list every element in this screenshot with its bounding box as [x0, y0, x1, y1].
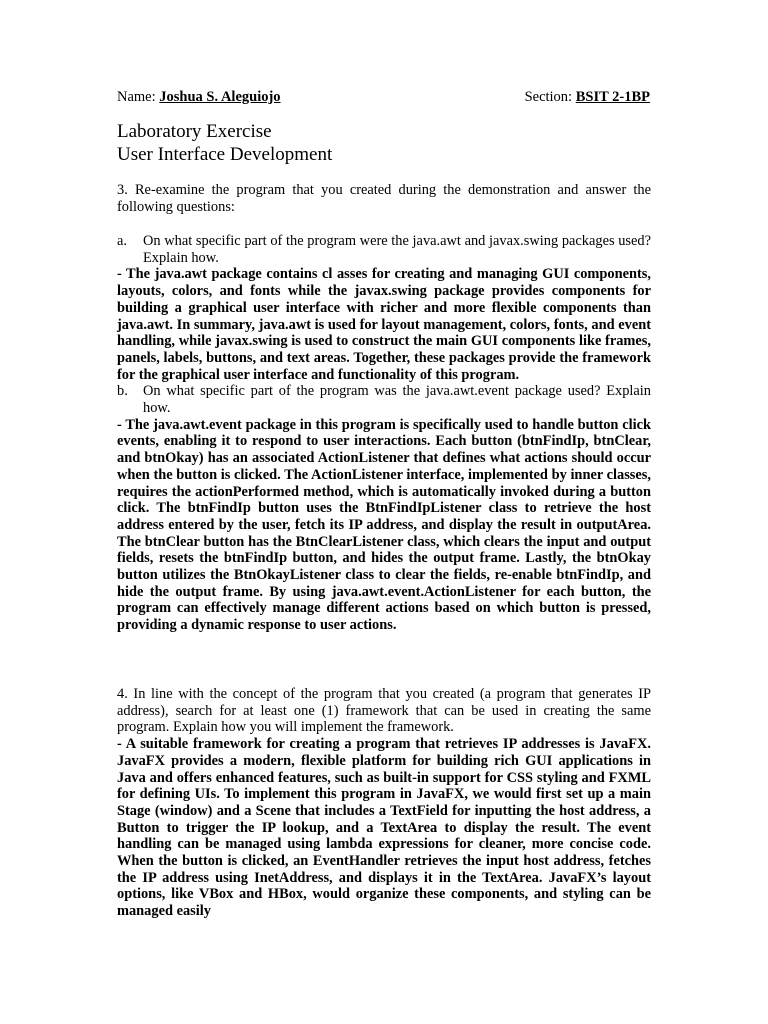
section-label: Section: — [524, 89, 576, 105]
question-4-text: 4. In line with the concept of the program that you created (a program that generates IP address), search for at least one (1) framework that can be used in creating the same program. Explain how you will implement the framework. — [117, 686, 651, 736]
title-line-2: User Interface Development — [117, 143, 333, 165]
question-3b-marker: b. — [117, 383, 128, 400]
question-3-section — [117, 233, 651, 634]
student-section — [525, 88, 650, 106]
question-3b — [117, 383, 651, 416]
question-3a — [117, 233, 651, 266]
title-line-1: Laboratory Exercise — [117, 121, 272, 142]
name-value: Joshua S. Aleguiojo — [159, 89, 281, 105]
answer-3a: - The java.awt package contains cl asses for creating and managing GUI components, layouts, colors, and fonts while the javax.swing package provides components for building a graphical user interface with richer and more flexible components than java.awt. In summary, java.awt is used for layout management, colors, fonts, and event handling, while javax.swing is used to construct the main GUI components like frames, panels, labels, buttons, and text areas. Together, these packages provide the framework for the graphical user interface and functionality of this program. — [117, 266, 651, 383]
student-name — [117, 88, 281, 106]
section-value: BSIT 2-1BP — [575, 89, 650, 105]
question-3b-text: On what specific part of the program was the java.awt.event package used? Explain how. — [143, 383, 651, 417]
answer-4: - A suitable framework for creating a program that retrieves IP addresses is JavaFX. JavaFX provides a modern, flexible platform for building rich GUI applications in Java and offers enhanced features, such as built-in support for CSS styling and FXML for defining UIs. To implement this program in JavaFX, we would first set up a main Stage (window) and a Scene that includes a TextField for inputting the host address, a Button to trigger the IP lookup, and a TextArea to display the result. The event handling can be managed using lambda expressions for cleaner, more concise code. When the button is clicked, an EventHandler retrieves the input host address, fetches the IP address using InetAddress, and displays it in the TextArea. JavaFX’s layout options, like VBox and HBox, would organize these components, and styling can be managed easily — [117, 736, 651, 920]
question-3a-text: On what specific part of the program were the java.awt and javax.swing packages used? Explain how. — [143, 233, 651, 266]
document-title — [117, 121, 332, 166]
question-3-prompt — [117, 182, 651, 215]
name-label: Name: — [117, 89, 160, 105]
header-line — [117, 88, 650, 106]
question-3a-marker: a. — [117, 233, 127, 249]
question-3-text: 3. Re-examine the program that you created during the demonstration and answer the following questions: — [117, 182, 651, 215]
answer-3b: - The java.awt.event package in this program is specifically used to handle button click events, enabling it to respond to user interactions. Each button (btnFindIp, btnClear, and btnOkay) has an associated ActionListener that defines what actions should occur when the button is clicked. The ActionListener interface, implemented by inner classes, requires the actionPerformed method, which is automatically invoked during a button click. The btnFindIp button uses the BtnFindIpListener class to retrieve the host address entered by the user, fetch its IP address, and display the result in outputArea. The btnClear button has the BtnClearListener class, which clears the input and output fields, resets the btnFindIp button, and hides the output frame. Lastly, the btnOkay button utilizes the BtnOkayListener class to clear the fields, re-enable btnFindIp, and hide the output frame. By using java.awt.event.ActionListener for each button, the program can effectively manage different actions based on which button is pressed, providing a dynamic response to user actions. — [117, 416, 651, 634]
question-4-section — [117, 686, 651, 920]
